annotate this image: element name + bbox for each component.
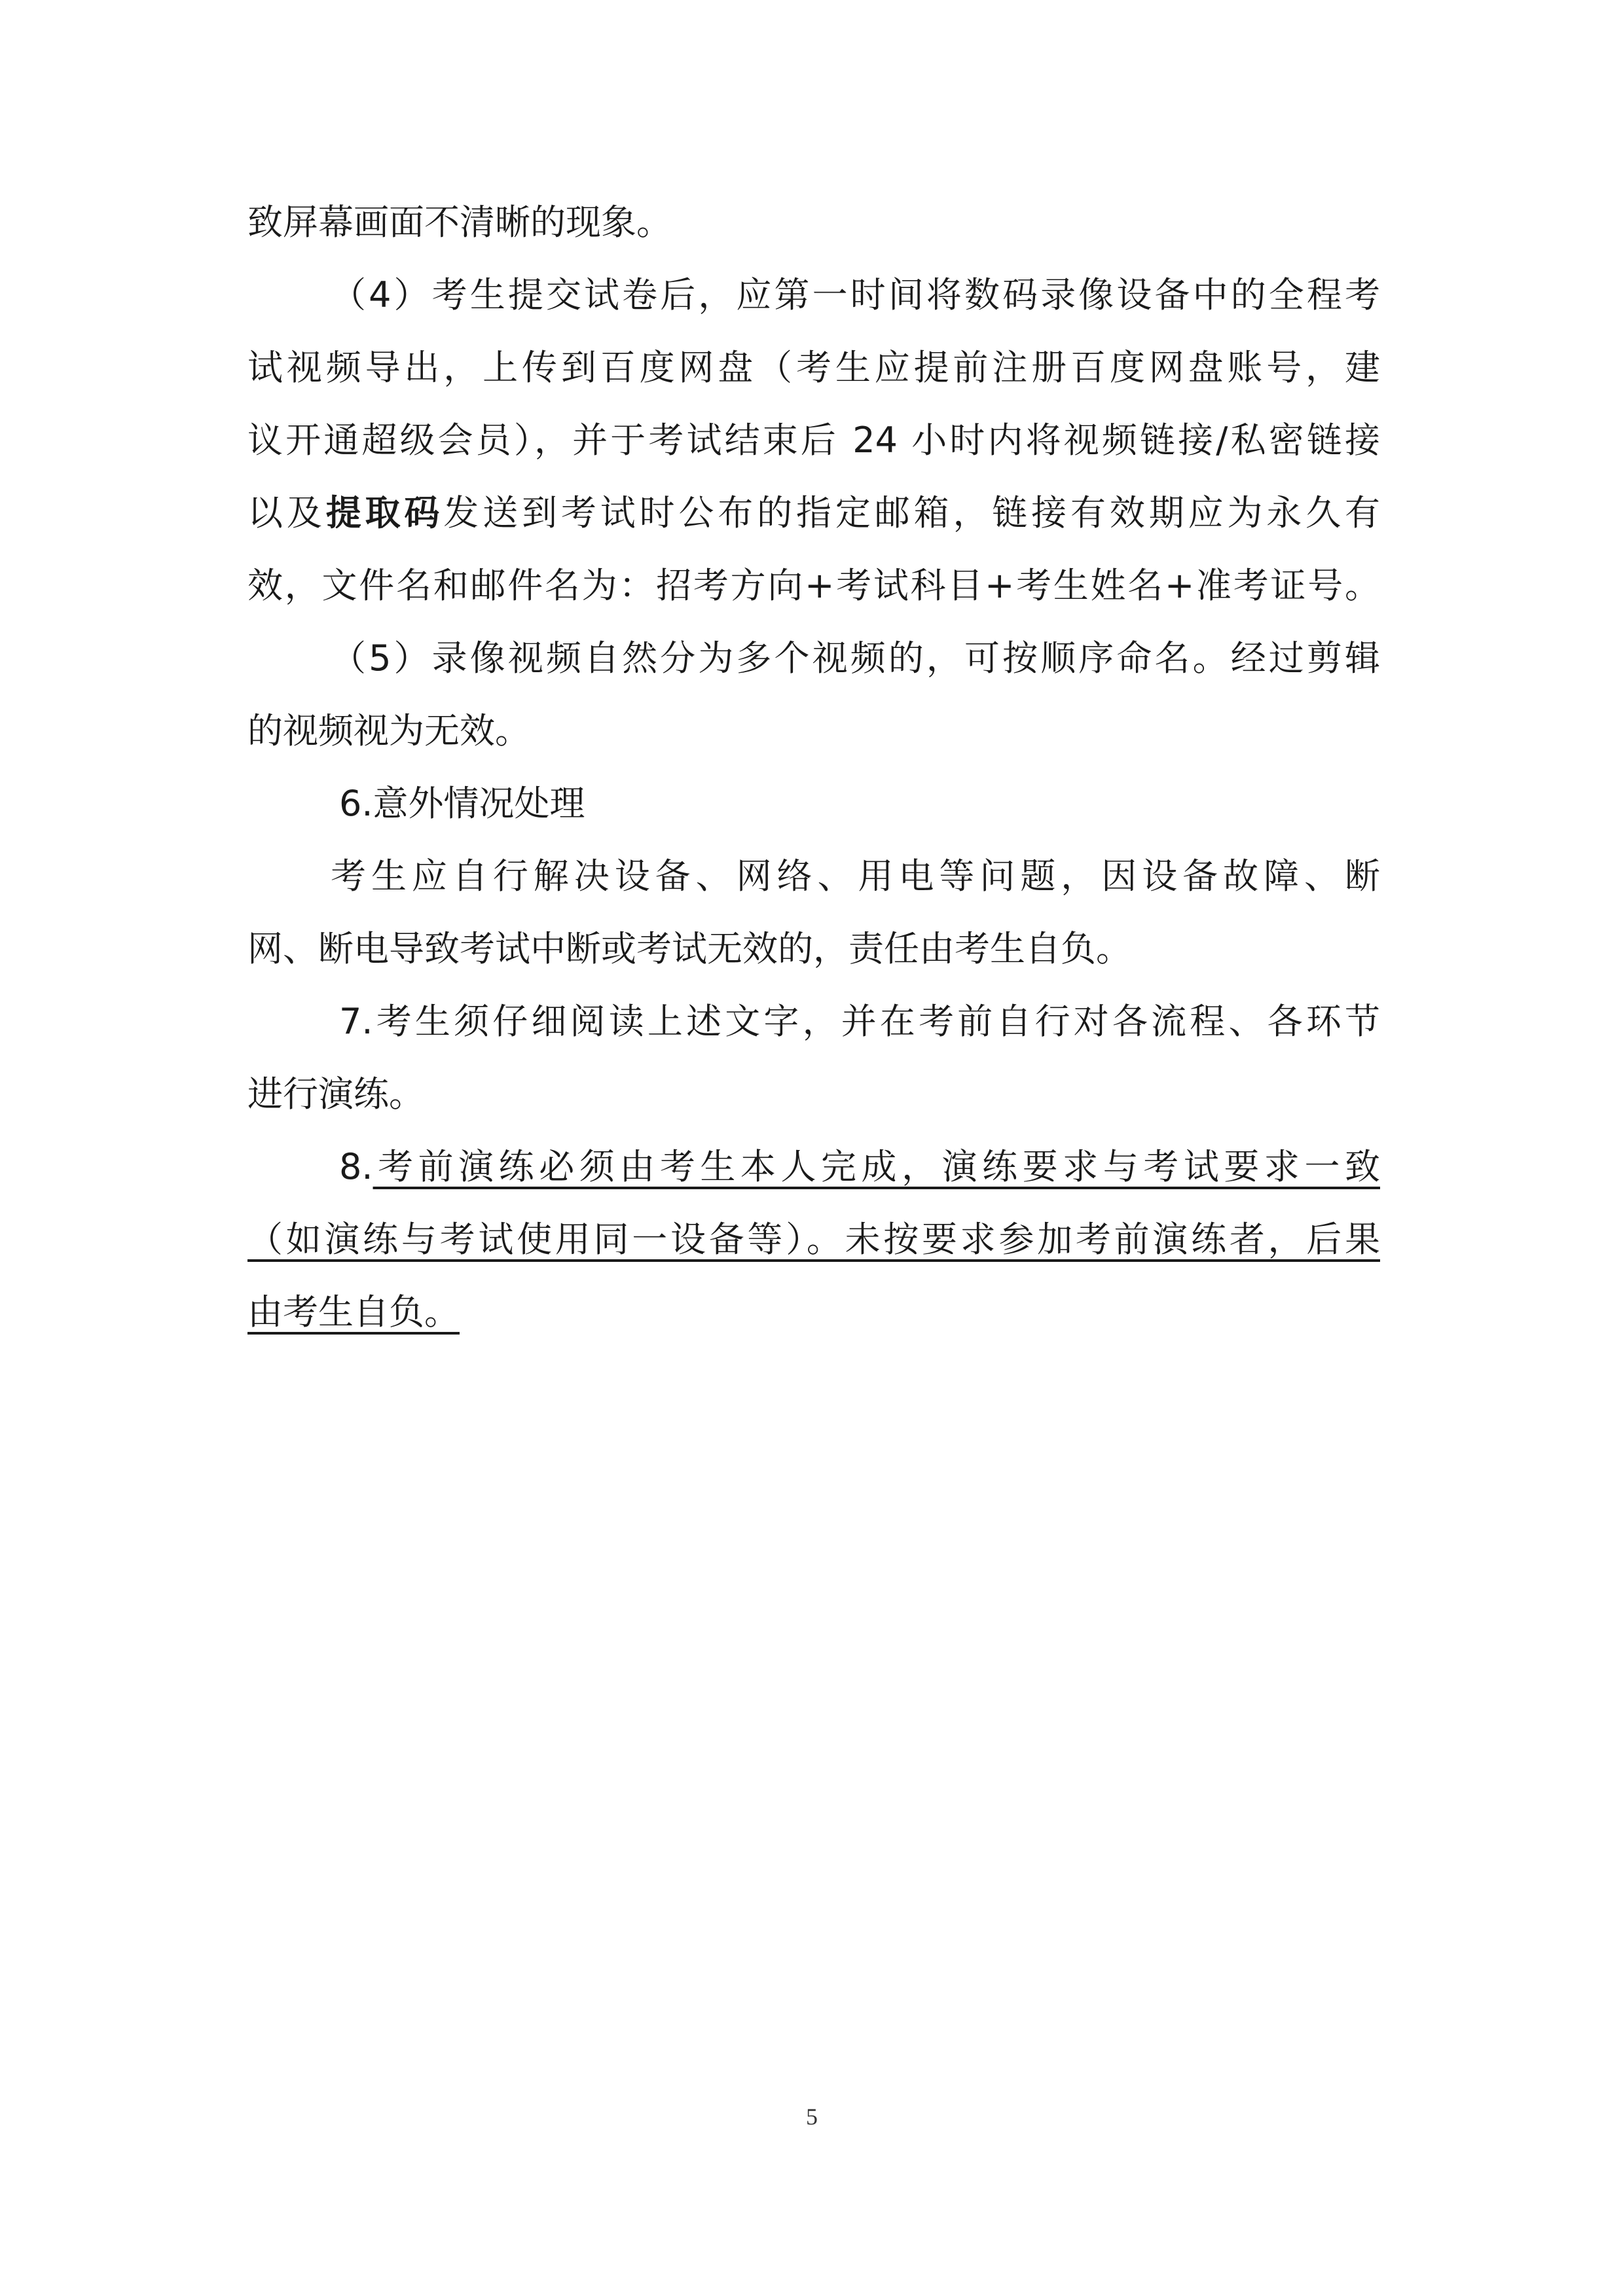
section-heading-7 bbox=[339, 996, 1380, 1048]
text: 考生应自行解决设备、网络、用电等问题，因设备故障、断 bbox=[331, 855, 1380, 897]
underlined-text: 考前演练必须由考生本人完成，演练要求与考试要求一致 bbox=[373, 1146, 1380, 1187]
paragraph-line-8 bbox=[247, 705, 1380, 757]
number: 8. bbox=[339, 1146, 373, 1187]
text: 议开通超级会员），并于考试结束后 24 小时内将视频链接/私密链接 bbox=[247, 420, 1380, 461]
text: 网、断电导致考试中断或考试无效的，责任由考生自负。 bbox=[247, 928, 1131, 969]
text: 7.考生须仔细阅读上述文字，并在考前自行对各流程、各环节 bbox=[339, 1001, 1380, 1042]
text: （5）录像视频自然分为多个视频的，可按顺序命名。经过剪辑 bbox=[331, 637, 1380, 679]
paragraph-line-7 bbox=[331, 632, 1380, 685]
paragraph-line-3 bbox=[247, 342, 1380, 394]
text: 效，文件名和邮件名为：招考方向+考试科目+考生姓名+准考证号。 bbox=[247, 565, 1380, 606]
paragraph-line-2 bbox=[331, 269, 1380, 321]
section-heading-6 bbox=[339, 778, 585, 830]
paragraph-line-1 bbox=[247, 196, 1380, 249]
underlined-text: 由考生自负。 bbox=[247, 1291, 460, 1333]
paragraph-line-5 bbox=[247, 487, 1380, 539]
text: 的视频视为无效。 bbox=[247, 710, 530, 751]
text: 6.意外情况处理 bbox=[339, 783, 585, 824]
underlined-text: （如演练与考试使用同一设备等）。未按要求参加考前演练者，后果 bbox=[247, 1219, 1380, 1260]
text: 进行演练。 bbox=[247, 1073, 424, 1115]
paragraph-line-10 bbox=[247, 923, 1380, 975]
paragraph-line-12 bbox=[247, 1213, 1380, 1266]
text: 致屏幕画面不清晰的现象。 bbox=[247, 202, 672, 243]
extraction-code-label: 提取码 bbox=[325, 492, 444, 533]
paragraph-line-6 bbox=[247, 560, 1380, 612]
text: 发送到考试时公布的指定邮箱，链接有效期应为永久有 bbox=[443, 492, 1381, 533]
text: （4）考生提交试卷后，应第一时间将数码录像设备中的全程考 bbox=[331, 274, 1380, 315]
paragraph-line-9 bbox=[331, 850, 1380, 903]
paragraph-line-4 bbox=[247, 414, 1380, 467]
page-number: 5 bbox=[806, 2104, 818, 2130]
section-heading-8 bbox=[339, 1141, 1380, 1193]
paragraph-line-11 bbox=[247, 1068, 1380, 1121]
paragraph-line-13 bbox=[247, 1286, 1380, 1338]
text: 试视频导出，上传到百度网盘（考生应提前注册百度网盘账号，建 bbox=[247, 347, 1380, 388]
text-prefix: 以及 bbox=[247, 492, 326, 533]
